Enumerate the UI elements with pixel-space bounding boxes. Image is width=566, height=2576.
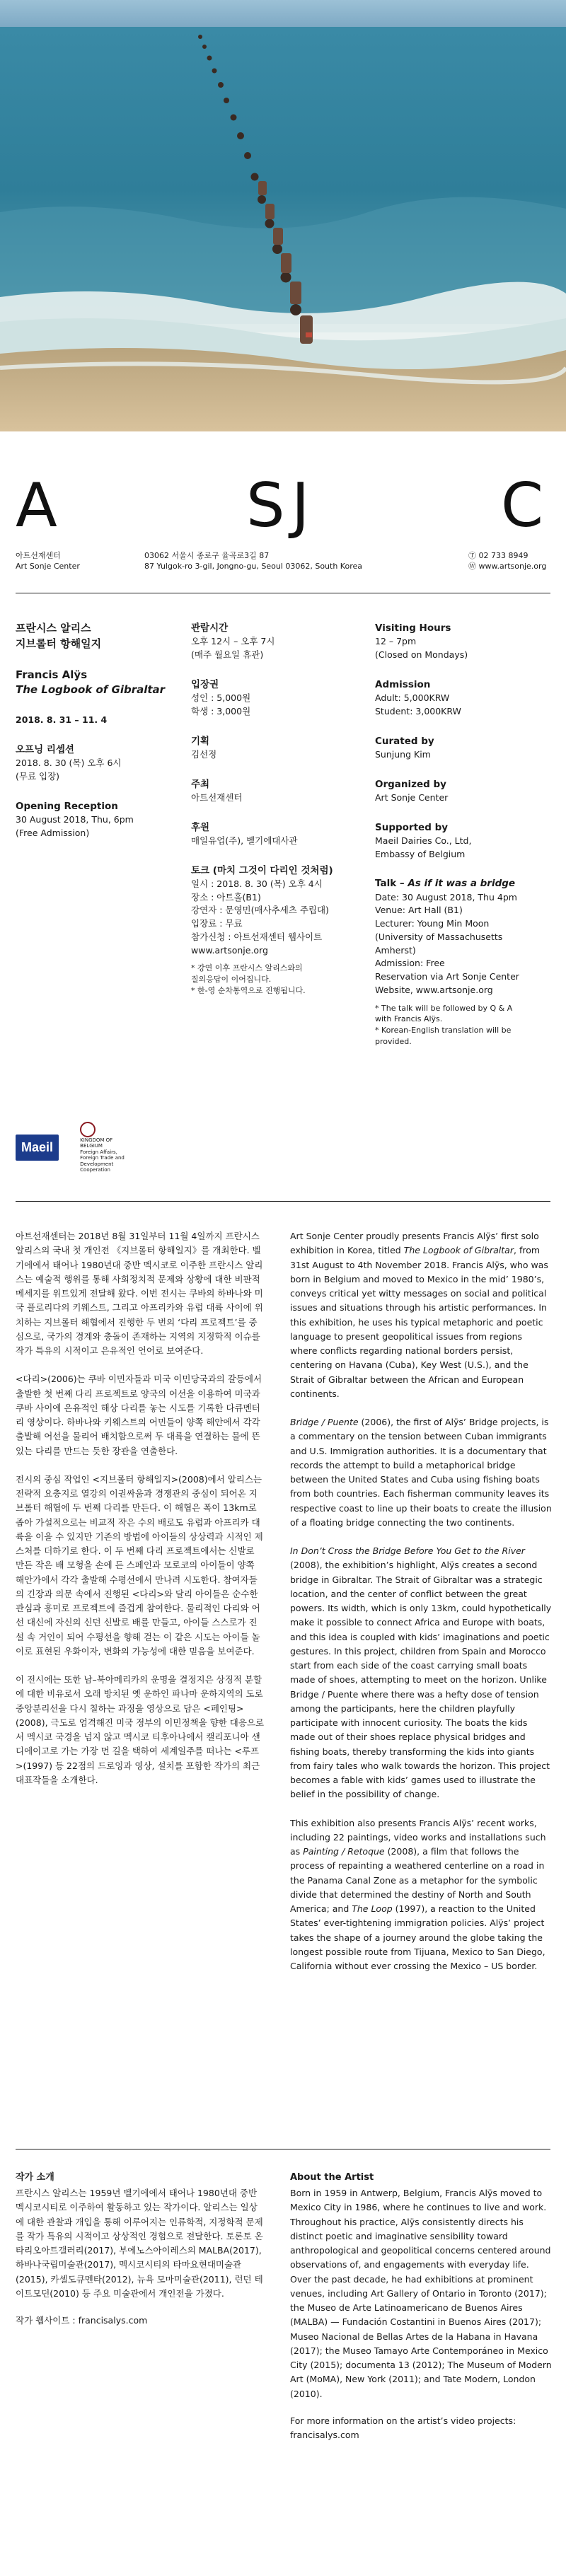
gov-line-4: Development Cooperation xyxy=(80,1161,114,1173)
institution-name-ko: 아트선재센터 xyxy=(16,551,61,560)
people-in-sea-photo xyxy=(0,0,566,431)
talk-ko-registration-1: 참가신청 : 아트선재센터 웹사이트 xyxy=(191,931,323,942)
address-ko: 03062 서울시 종로구 율곡로3길 87 xyxy=(144,551,270,560)
exhibition-dates: 2018. 8. 31 – 11. 4 xyxy=(16,714,108,725)
talk-ko-venue: 장소 : 아트홀(B1) xyxy=(191,891,261,903)
title-column xyxy=(16,621,171,855)
supported-en-label: Supported by xyxy=(375,821,449,833)
logo-letter-j: J xyxy=(291,470,310,541)
admission-ko-student: 학생 : 3,000원 xyxy=(191,705,251,716)
title-en-line-1: Francis Alÿs xyxy=(16,668,88,681)
supported-en-name-2: Embassy of Belgium xyxy=(375,848,466,859)
artist-en-heading: About the Artist xyxy=(290,2172,374,2183)
divider-wrap-2 xyxy=(0,1201,566,1229)
talk-en-venue: Venue: Art Hall (B1) xyxy=(375,905,463,916)
description-ko-p1: 아트선재센터는 2018년 8월 31일부터 11월 4일까지 프란시스 알리스의 국내 첫 개인전 《지브롤터 항해일지》를 개최한다. 벨기에에서 태어나 1980년대 중반 멕시코로 이주한 프란시스 알리스는 예술적 행위를 통해 사회정치적 문제와 상황에 대한 비판적 메세지를 위트있게 전달해 왔다. 이번 전시는 쿠바의 하바나와 미국 플로리다의 키웨스트, 그리고 아프리카와 유럽 대륙 사이에 위치하는 지브롤터 해협에서 진행한 두 번의 ‘다리 프로젝트’를 중심으로, 국가의 경계와 충돌이 존재하는 지역의 지정학적 이슈를 작가 특유의 시적이고 은유적인 언어로 보여준다. xyxy=(16,1231,263,1356)
talk-ko-note-3: * 한-영 순차통역으로 진행됩니다. xyxy=(191,986,306,996)
address-row xyxy=(0,550,566,593)
opening-en-date: 30 August 2018, Thu, 6pm xyxy=(16,813,134,825)
contact xyxy=(468,550,546,572)
sponsor-logos xyxy=(16,1122,137,1173)
organized-ko-label: 주최 xyxy=(191,778,210,790)
talk-en-label: Talk – xyxy=(375,878,408,890)
title-en-line-2: The Logbook of Gibraltar xyxy=(16,683,166,697)
opening-en-free: (Free Admission) xyxy=(16,827,90,838)
talk-ko-date: 일시 : 2018. 8. 30 (목) 오후 4시 xyxy=(191,878,323,889)
talk-en-note-1: * The talk will be followed by Q & A xyxy=(375,1003,513,1013)
description-en-p3: In Don’t Cross the Bridge Before You Get to the River (2008), the exhibition’s highlight, Alÿs creates a second bridge in Gibraltar. The Strait of Gibraltar was a strategic location, and the center of conflict between the great powers. Its width, which is only 13km, could hypothetically make it possible to connect Africa and Europe with boats, and this idea is coupled with kids’ imaginations and poetic gestures. In this project, children from Spain and Morocco start from each side of the coast carrying small boats made of shoes, attempting to meet on the horizon. Unlike Bridge / Puente where there was a hefty dose of tension among the participants, here the children playfully participate with innocent curiosity. The boats the kids made out of their shoes replace physical bridges and fishing boats, thereby transforming the kids into giants from fairy tales who walk towards the horizon. This project becomes a fable with kids’ games used to illustrate the belief in the possibility of change. xyxy=(290,1545,552,1800)
admission-en-student: Student: 3,000KRW xyxy=(375,705,461,716)
talk-en-lecturer-2: (University of Massachusetts xyxy=(375,931,503,942)
opening-ko-free: (무료 입장) xyxy=(16,770,60,782)
description-ko-p4: 이 전시에는 또한 남–북아메리카의 운명을 결정지은 상징적 분할에 대한 비유로서 오래 방치된 옛 운하인 파나마 운하지역의 도로 중앙분리선을 다시 칠하는 과정을 영상으로 담은 <페인팅>(2008), 극도로 엄격해진 미국 정부의 이민정책을 향한 대응으로서 멕시코 국경을 넘지 않고 멕시코 티후아나에서 캘리포니아 샌디에이고로 가는 가장 먼 길을 택하여 세계일주를 떠나는 <루프>(1997) 등 22점의 드로잉과 영상, 설치를 포함한 작가의 최근 대표작들을 소개한다. xyxy=(16,1674,265,1785)
gov-line-1: KINGDOM OF BELGIUM xyxy=(80,1137,113,1149)
logo-letter-a: A xyxy=(16,470,57,541)
artist-ko-heading: 작가 소개 xyxy=(16,2172,54,2183)
supported-ko-label: 후원 xyxy=(191,821,210,833)
supported-en-name-1: Maeil Dairies Co., Ltd, xyxy=(375,835,472,846)
curated-ko-label: 기획 xyxy=(191,735,210,747)
exhibition-description xyxy=(0,1229,566,2149)
logo-letter-c: C xyxy=(501,470,544,541)
hours-en-label: Visiting Hours xyxy=(375,622,451,634)
hours-ko-label: 관람시간 xyxy=(191,622,229,634)
admission-ko-adult: 성인 : 5,000원 xyxy=(191,692,251,703)
divider-wrap xyxy=(0,593,566,621)
talk-en-admission: Admission: Free xyxy=(375,958,445,969)
description-ko-p3: 전시의 중심 작업인 <지브롤터 항해일지>(2008)에서 알리스는 전략적 요충지로 열강의 이권싸움과 경쟁관의 중심이 되어온 지브롤터 해협에 두 번째 다리를 만든다. 이 해협은 폭이 13km로 좁아 가설적으로는 비교적 작은 수의 배로도 유럽과 아프리카 대륙을 이을 수 있지만 기존의 방법에 아이들의 상상력과 시적인 제스처를 더하기로 한다. 이 두 번째 다리 프로젝트에서는 신발로 만든 작은 배 모형을 손에 든 스페인과 모로코의 아이들이 양쪽 해안가에서 각각 출발해 수평선에서 만나려 시도한다. 참여자들의 긴장과 의문 속에서 진행된 <다리>와 달리 아이들은 순수한 관심과 흥미로 프로젝트에 즐겁게 참여한다. 물리적인 다리와 어선 대신에 자신의 신던 신발로 배를 만들고, 아이들 스스로가 진설 속 거인이 되어 수평선을 향해 걷는 이 같은 시도는 아이들 놀이로 표현된 우화이자, 변화의 가능성에 대한 믿음을 보여준다. xyxy=(16,1473,263,1657)
hours-ko-closed: (매주 월요일 휴관) xyxy=(191,649,264,660)
hours-en-time: 12 – 7pm xyxy=(375,636,417,647)
admission-en-label: Admission xyxy=(375,678,431,690)
artist-en-website[interactable]: For more information on the artist’s video projects: francisalys.com xyxy=(290,2415,516,2441)
talk-en-registration-1: Reservation via Art Sonje Center xyxy=(375,971,519,982)
talk-en-note-4: provided. xyxy=(375,1037,412,1047)
talk-ko-note-1: * 강연 이후 프란시스 알리스와의 xyxy=(191,963,303,973)
talk-ko-admission: 입장료 : 무료 xyxy=(191,918,243,929)
address-en: 87 Yulgok-ro 3-gil, Jongno-gu, Seoul 03062, South Korea xyxy=(144,562,362,571)
artist-ko xyxy=(16,2170,265,2340)
logo-letter-s: S xyxy=(246,470,285,541)
admission-ko-label: 입장권 xyxy=(191,678,219,690)
talk-en-note-2: with Francis Alÿs. xyxy=(375,1014,443,1024)
opening-en-label: Opening Reception xyxy=(16,800,118,812)
talk-ko-title: 토크 (마치 그것이 다리인 것처럼) xyxy=(191,864,333,876)
supported-ko-name: 매일유업(주), 벨기에대사관 xyxy=(191,835,298,846)
talk-en-date: Date: 30 August 2018, Thu 4pm xyxy=(375,891,517,903)
hours-ko-time: 오후 12시 – 오후 7시 xyxy=(191,636,275,647)
institution-name xyxy=(16,550,80,572)
organized-en-name: Art Sonje Center xyxy=(375,791,449,803)
maeil-logo: Maeil xyxy=(16,1135,59,1161)
organized-en-label: Organized by xyxy=(375,778,446,790)
description-ko xyxy=(16,1229,265,1802)
artist-ko-website[interactable]: 작가 웹사이트 : francisalys.com xyxy=(16,2315,148,2326)
belgium-emblem-icon xyxy=(80,1122,96,1137)
institution-name-en: Art Sonje Center xyxy=(16,562,80,571)
address xyxy=(144,550,362,572)
korean-details-column xyxy=(191,621,361,1012)
admission-en-adult: Adult: 5,000KRW xyxy=(375,692,450,703)
organized-ko-name: 아트선재센터 xyxy=(191,791,243,803)
gov-line-3: Foreign Trade and xyxy=(80,1155,125,1161)
title-ko-line-1: 프란시스 알리스 xyxy=(16,622,91,634)
talk-en-note-3: * Korean-English translation will be xyxy=(375,1026,512,1035)
curated-en-label: Curated by xyxy=(375,735,434,747)
talk-en-registration-2[interactable]: Website, www.artsonje.org xyxy=(375,984,493,995)
opening-ko-date: 2018. 8. 30 (목) 오후 6시 xyxy=(16,758,122,768)
gov-line-2: Foreign Affairs, xyxy=(80,1149,117,1155)
opening-ko-label: 오프닝 리셉션 xyxy=(16,743,74,755)
website-link[interactable]: Ⓦ www.artsonje.org xyxy=(468,562,547,571)
talk-en-lecturer-3: Amherst) xyxy=(375,944,416,956)
talk-ko-registration-2[interactable]: www.artsonje.org xyxy=(191,944,268,956)
english-details-column xyxy=(375,621,552,1063)
title-ko-line-2: 지브롤터 항해일지 xyxy=(16,637,102,650)
hero-image xyxy=(0,0,566,431)
talk-ko-note-2: 질의응답이 이어집니다. xyxy=(191,975,272,985)
divider xyxy=(16,1201,550,1202)
artist-ko-p1: 프란시스 알리스는 1959년 벨기에에서 태어나 1980년대 중반 멕시코시티로 이주하여 활동하고 있는 작가이다. 알리스는 일상에 대한 관찰과 개입을 통해 이루어지는 인류학적, 지정학적 문제를 작가 특유의 시적이고 상상적인 경험으로 전달한다. 토론토 온타리오아트갤러리(2017), 부에노스아이레스의 MALBA(2017), 하바나국립미술관(2017), 멕시코시티의 타마요현대미술관(2015), 카셀도큐멘타(2012), 뉴욕 모마미술관(2011), 런던 테이트모던(2010) 등 주요 미술관에서 개인전을 가졌다. xyxy=(16,2188,263,2299)
curated-ko-name: 김선정 xyxy=(191,748,217,760)
belgium-embassy-logo xyxy=(80,1122,137,1173)
description-en-p1: Art Sonje Center proudly presents Francis Alÿs’ first solo exhibition in Korea, titled The Logbook of Gibraltar, from 31st August to 4th November 2018. Francis Alÿs, who was born in Belgium and moved to Mexico in the mid’ 1980’s, conveys critical yet witty messages on social and political issues and situations through his artistic performances. In this exhibition, he uses his typical metaphoric and poetic language to present geopolitical issues from regions where conflicts regarding national borders persist, centering on Havana (Cuba), Key West (U.S.), and the Strait of Gibraltar between the African and European continents. xyxy=(290,1231,548,1399)
divider-wrap-3 xyxy=(0,2149,566,2170)
description-en-p4: This exhibition also presents Francis Alÿs’ recent works, including 22 paintings, video works and installations such as Painting / Retoque (2008), a film that follows the process of repainting a weathered centerline on a road in the Panama Canal Zone as a metaphor for the symbolic divide that determined the destiny of North and South America; and The Loop (1997), a reaction to the United States’ ever-tightening immigration policies. Alÿs’ project takes the shape of a journey around the globe taking the longest possible route from Tijuana, Mexico to San Diego, California without ever crossing the Mexico – US border. xyxy=(290,1817,546,1971)
artist-en-p1: Born in 1959 in Antwerp, Belgium, Francis Alÿs moved to Mexico City in 1986, where he continues to live and work. Throughout his practice, Alÿs consistently directs his distinct poetic and imaginative sensibility toward anthropological and geopolitical concerns centered around observations of, and engagements with everyday life. Over the past decade, he had exhibitions at prominent venues, including Art Gallery of Ontario in Toronto (2017); the Museo de Arte Latinoamericano de Buenos Aires (MALBA) — Fundación Costantini in Buenos Aires (2017); Museo Nacional de Bellas Artes de la Habana in Havana (2017); the Museo Tamayo Arte Contemporáneo in Mexico City (2015); documenta 13 (2012); The Museum of Modern Art (MoMA), New York (2011); and Tate Modern, London (2010). xyxy=(290,2188,552,2399)
curated-en-name: Sunjung Kim xyxy=(375,748,431,760)
artist-en xyxy=(290,2170,552,2455)
description-en xyxy=(290,1229,552,1988)
description-ko-p2: <다리>(2006)는 쿠바 이민자들과 미국 이민당국과의 갈등에서 출발한 첫 번째 다리 프로젝트로 양국의 어선을 이용하여 미국과 쿠바 사이에 은유적인 해상 다리를 놓는 시도를 기록한 다큐멘터리 영상이다. 하바나와 키웨스트의 어민들이 양쪽 해안에서 각각 출발해 어선을 물리어 배치함으로써 두 대륙을 연결하는 물에 뜬 있는 다리를 만드는 듯한 장관을 연출한다. xyxy=(16,1374,262,1456)
talk-en-title: As if it was a bridge xyxy=(408,878,516,890)
exhibition-info xyxy=(0,621,566,1201)
talk-en-lecturer-1: Lecturer: Young Min Moon xyxy=(375,918,490,929)
phone: Ⓣ 02 733 8949 xyxy=(468,551,529,560)
talk-ko-lecturer: 강연자 : 문영민(매사추세츠 주립대) xyxy=(191,905,329,916)
description-en-p2: Bridge / Puente (2006), the first of Alÿs’ Bridge projects, is a commentary on the tension between Cuban immigrants and U.S. Immigration authorities. It is a documentary that records the attempt to build a metaphorical bridge between the United States and Cuba using fishing boats from both countries. Each fisherman community leaves its respective coast to line up their boats to create the illusion of a floating bridge connecting the two continents. xyxy=(290,1417,552,1528)
art-sonje-logo xyxy=(0,470,566,541)
hours-en-closed: (Closed on Mondays) xyxy=(375,649,468,660)
about-artist xyxy=(0,2170,566,2439)
